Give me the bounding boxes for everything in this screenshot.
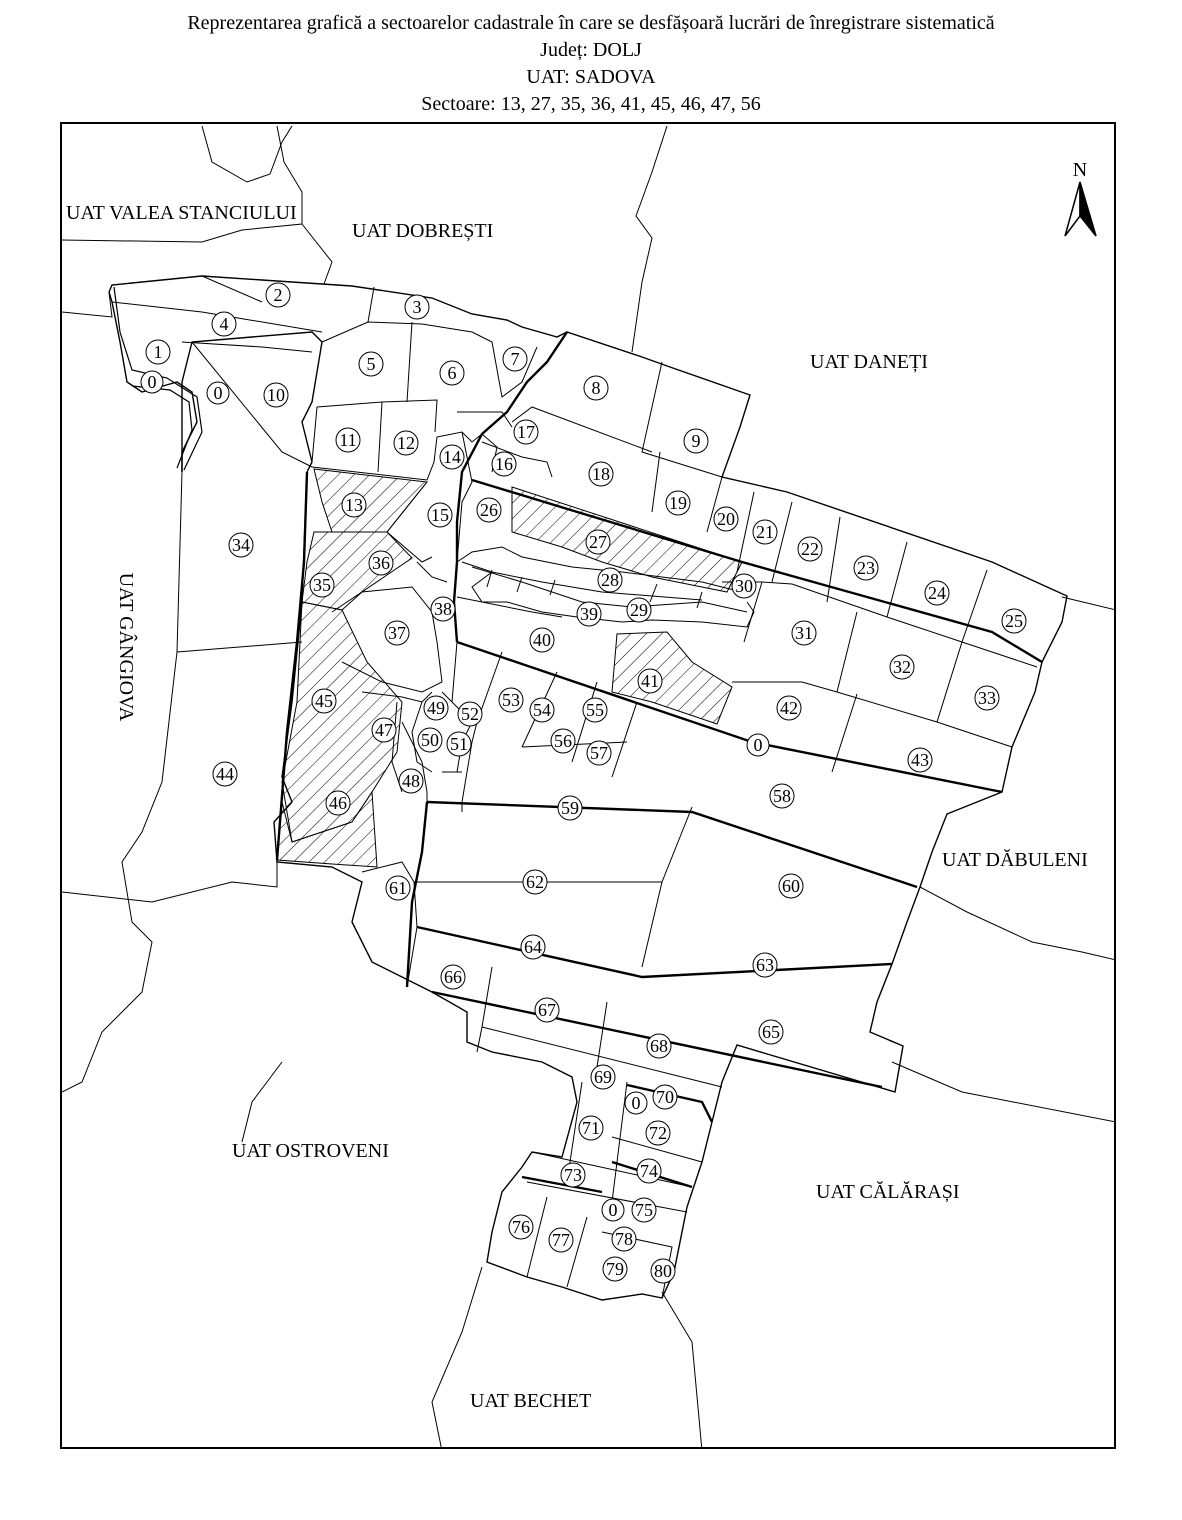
- sector-label-20[interactable]: 20: [717, 509, 735, 529]
- sector-label-54[interactable]: 54: [533, 700, 551, 720]
- sector-label-12[interactable]: 12: [397, 433, 415, 453]
- sector-label-44[interactable]: 44: [216, 764, 234, 784]
- sector-label-47[interactable]: 47: [375, 720, 393, 740]
- sector-label-32[interactable]: 32: [893, 657, 911, 677]
- map-header: [0, 10, 1182, 118]
- sector-label-26[interactable]: 26: [480, 500, 498, 520]
- sector-label-67[interactable]: 67: [538, 1000, 556, 1020]
- sector-label-57[interactable]: 57: [590, 743, 608, 763]
- map-title: Reprezentarea grafică a sectoarelor cadastrale în care se desfășoară lucrări de înregistrare sistematică: [187, 12, 995, 34]
- sector-label-6[interactable]: 6: [447, 363, 457, 383]
- sector-label-15[interactable]: 15: [431, 505, 449, 525]
- map-canvas: [62, 124, 1116, 1449]
- label-valea-stanciului: UAT VALEA STANCIULUI: [66, 202, 297, 224]
- label-daneti: UAT DANEȚI: [810, 351, 928, 373]
- sector-label-45[interactable]: 45: [315, 691, 333, 711]
- sector-label-53[interactable]: 53: [502, 690, 520, 710]
- sector-label-2[interactable]: 2: [273, 285, 283, 305]
- north-arrow-half-icon: [1080, 182, 1096, 236]
- sector-labels: [141, 283, 1026, 1283]
- sector-label-52[interactable]: 52: [461, 704, 479, 724]
- sector-label-37[interactable]: 37: [388, 623, 406, 643]
- sectors-list: Sectoare: 13, 27, 35, 36, 41, 45, 46, 47, 56: [421, 93, 761, 115]
- sector-label-70[interactable]: 70: [656, 1087, 674, 1107]
- sector-label-72[interactable]: 72: [649, 1123, 667, 1143]
- sector-label-65[interactable]: 65: [762, 1022, 780, 1042]
- sector-label-28[interactable]: 28: [601, 570, 619, 590]
- label-dobresti: UAT DOBREȘTI: [352, 220, 494, 242]
- sector-label-41[interactable]: 41: [641, 671, 659, 691]
- sector-label-63[interactable]: 63: [756, 955, 774, 975]
- north-arrow: [1065, 159, 1096, 236]
- sector-label-75[interactable]: 75: [635, 1200, 653, 1220]
- sector-label-23[interactable]: 23: [857, 558, 875, 578]
- sector-label-60[interactable]: 60: [782, 876, 800, 896]
- sector-label-24[interactable]: 24: [928, 583, 946, 603]
- sector-label-46[interactable]: 46: [329, 793, 347, 813]
- sector-label-17[interactable]: 17: [517, 422, 535, 442]
- sector-label-14[interactable]: 14: [443, 447, 461, 467]
- sector-label-77[interactable]: 77: [552, 1230, 570, 1250]
- sector-label-1[interactable]: 1: [153, 342, 163, 362]
- label-ostroveni: UAT OSTROVENI: [232, 1140, 389, 1162]
- sector-label-74[interactable]: 74: [640, 1161, 658, 1181]
- sector-label-0[interactable]: 0: [608, 1200, 618, 1220]
- sector-label-38[interactable]: 38: [434, 599, 452, 619]
- sector-label-11[interactable]: 11: [339, 430, 357, 450]
- sector-label-43[interactable]: 43: [911, 750, 929, 770]
- sector-label-31[interactable]: 31: [795, 623, 813, 643]
- sector-label-61[interactable]: 61: [389, 878, 407, 898]
- label-dabuleni: UAT DĂBULENI: [942, 849, 1088, 871]
- sector-label-29[interactable]: 29: [630, 600, 648, 620]
- map-frame: [60, 122, 1116, 1449]
- label-bechet: UAT BECHET: [470, 1390, 592, 1412]
- sector-label-0[interactable]: 0: [147, 372, 157, 392]
- sector-label-59[interactable]: 59: [561, 798, 579, 818]
- label-calarasi: UAT CĂLĂRAȘI: [816, 1181, 960, 1203]
- sector-label-0[interactable]: 0: [631, 1093, 641, 1113]
- sector-label-22[interactable]: 22: [801, 539, 819, 559]
- sector-label-0[interactable]: 0: [213, 383, 223, 403]
- sector-label-69[interactable]: 69: [594, 1067, 612, 1087]
- hatch-area-41[interactable]: [612, 632, 732, 724]
- uat-label: UAT: SADOVA: [526, 66, 656, 88]
- sector-label-49[interactable]: 49: [427, 698, 445, 718]
- sector-label-62[interactable]: 62: [526, 872, 544, 892]
- label-gangiova: UAT GÂNGIOVA: [115, 572, 137, 722]
- sector-label-34[interactable]: 34: [232, 535, 250, 555]
- sector-label-78[interactable]: 78: [615, 1229, 633, 1249]
- sector-label-35[interactable]: 35: [313, 575, 331, 595]
- sector-label-76[interactable]: 76: [512, 1217, 530, 1237]
- sector-label-58[interactable]: 58: [773, 786, 791, 806]
- sector-label-66[interactable]: 66: [444, 967, 462, 987]
- sector-label-19[interactable]: 19: [669, 493, 687, 513]
- sector-label-71[interactable]: 71: [582, 1118, 600, 1138]
- sector-label-4[interactable]: 4: [219, 314, 229, 334]
- north-label: N: [1072, 159, 1088, 181]
- sector-label-25[interactable]: 25: [1005, 611, 1023, 631]
- sector-label-79[interactable]: 79: [606, 1259, 624, 1279]
- county-label: Județ: DOLJ: [540, 39, 642, 61]
- sector-label-18[interactable]: 18: [592, 464, 610, 484]
- sector-label-16[interactable]: 16: [495, 454, 513, 474]
- sector-label-27[interactable]: 27: [589, 532, 607, 552]
- sector-label-56[interactable]: 56: [554, 731, 572, 751]
- sector-label-33[interactable]: 33: [978, 688, 996, 708]
- sector-label-30[interactable]: 30: [735, 576, 753, 596]
- hatch-area-35-36[interactable]: [302, 532, 412, 610]
- sector-label-36[interactable]: 36: [372, 553, 390, 573]
- sector-label-55[interactable]: 55: [586, 700, 604, 720]
- sector-label-3[interactable]: 3: [412, 297, 422, 317]
- sector-label-42[interactable]: 42: [780, 698, 798, 718]
- sector-label-5[interactable]: 5: [366, 354, 376, 374]
- sector-label-51[interactable]: 51: [450, 734, 468, 754]
- sector-label-10[interactable]: 10: [267, 385, 285, 405]
- sector-label-8[interactable]: 8: [591, 378, 601, 398]
- sector-label-39[interactable]: 39: [580, 604, 598, 624]
- sector-label-7[interactable]: 7: [510, 349, 520, 369]
- sector-label-50[interactable]: 50: [421, 730, 439, 750]
- sector-label-13[interactable]: 13: [345, 495, 363, 515]
- sector-label-40[interactable]: 40: [533, 630, 551, 650]
- sector-label-48[interactable]: 48: [402, 771, 420, 791]
- sector-label-0[interactable]: 0: [753, 735, 763, 755]
- sector-label-68[interactable]: 68: [650, 1036, 668, 1056]
- sector-label-80[interactable]: 80: [654, 1261, 672, 1281]
- sector-label-64[interactable]: 64: [524, 937, 542, 957]
- sector-label-73[interactable]: 73: [564, 1165, 582, 1185]
- north-arrow-icon: [1065, 182, 1080, 236]
- sector-label-9[interactable]: 9: [691, 431, 701, 451]
- sector-label-21[interactable]: 21: [756, 522, 774, 542]
